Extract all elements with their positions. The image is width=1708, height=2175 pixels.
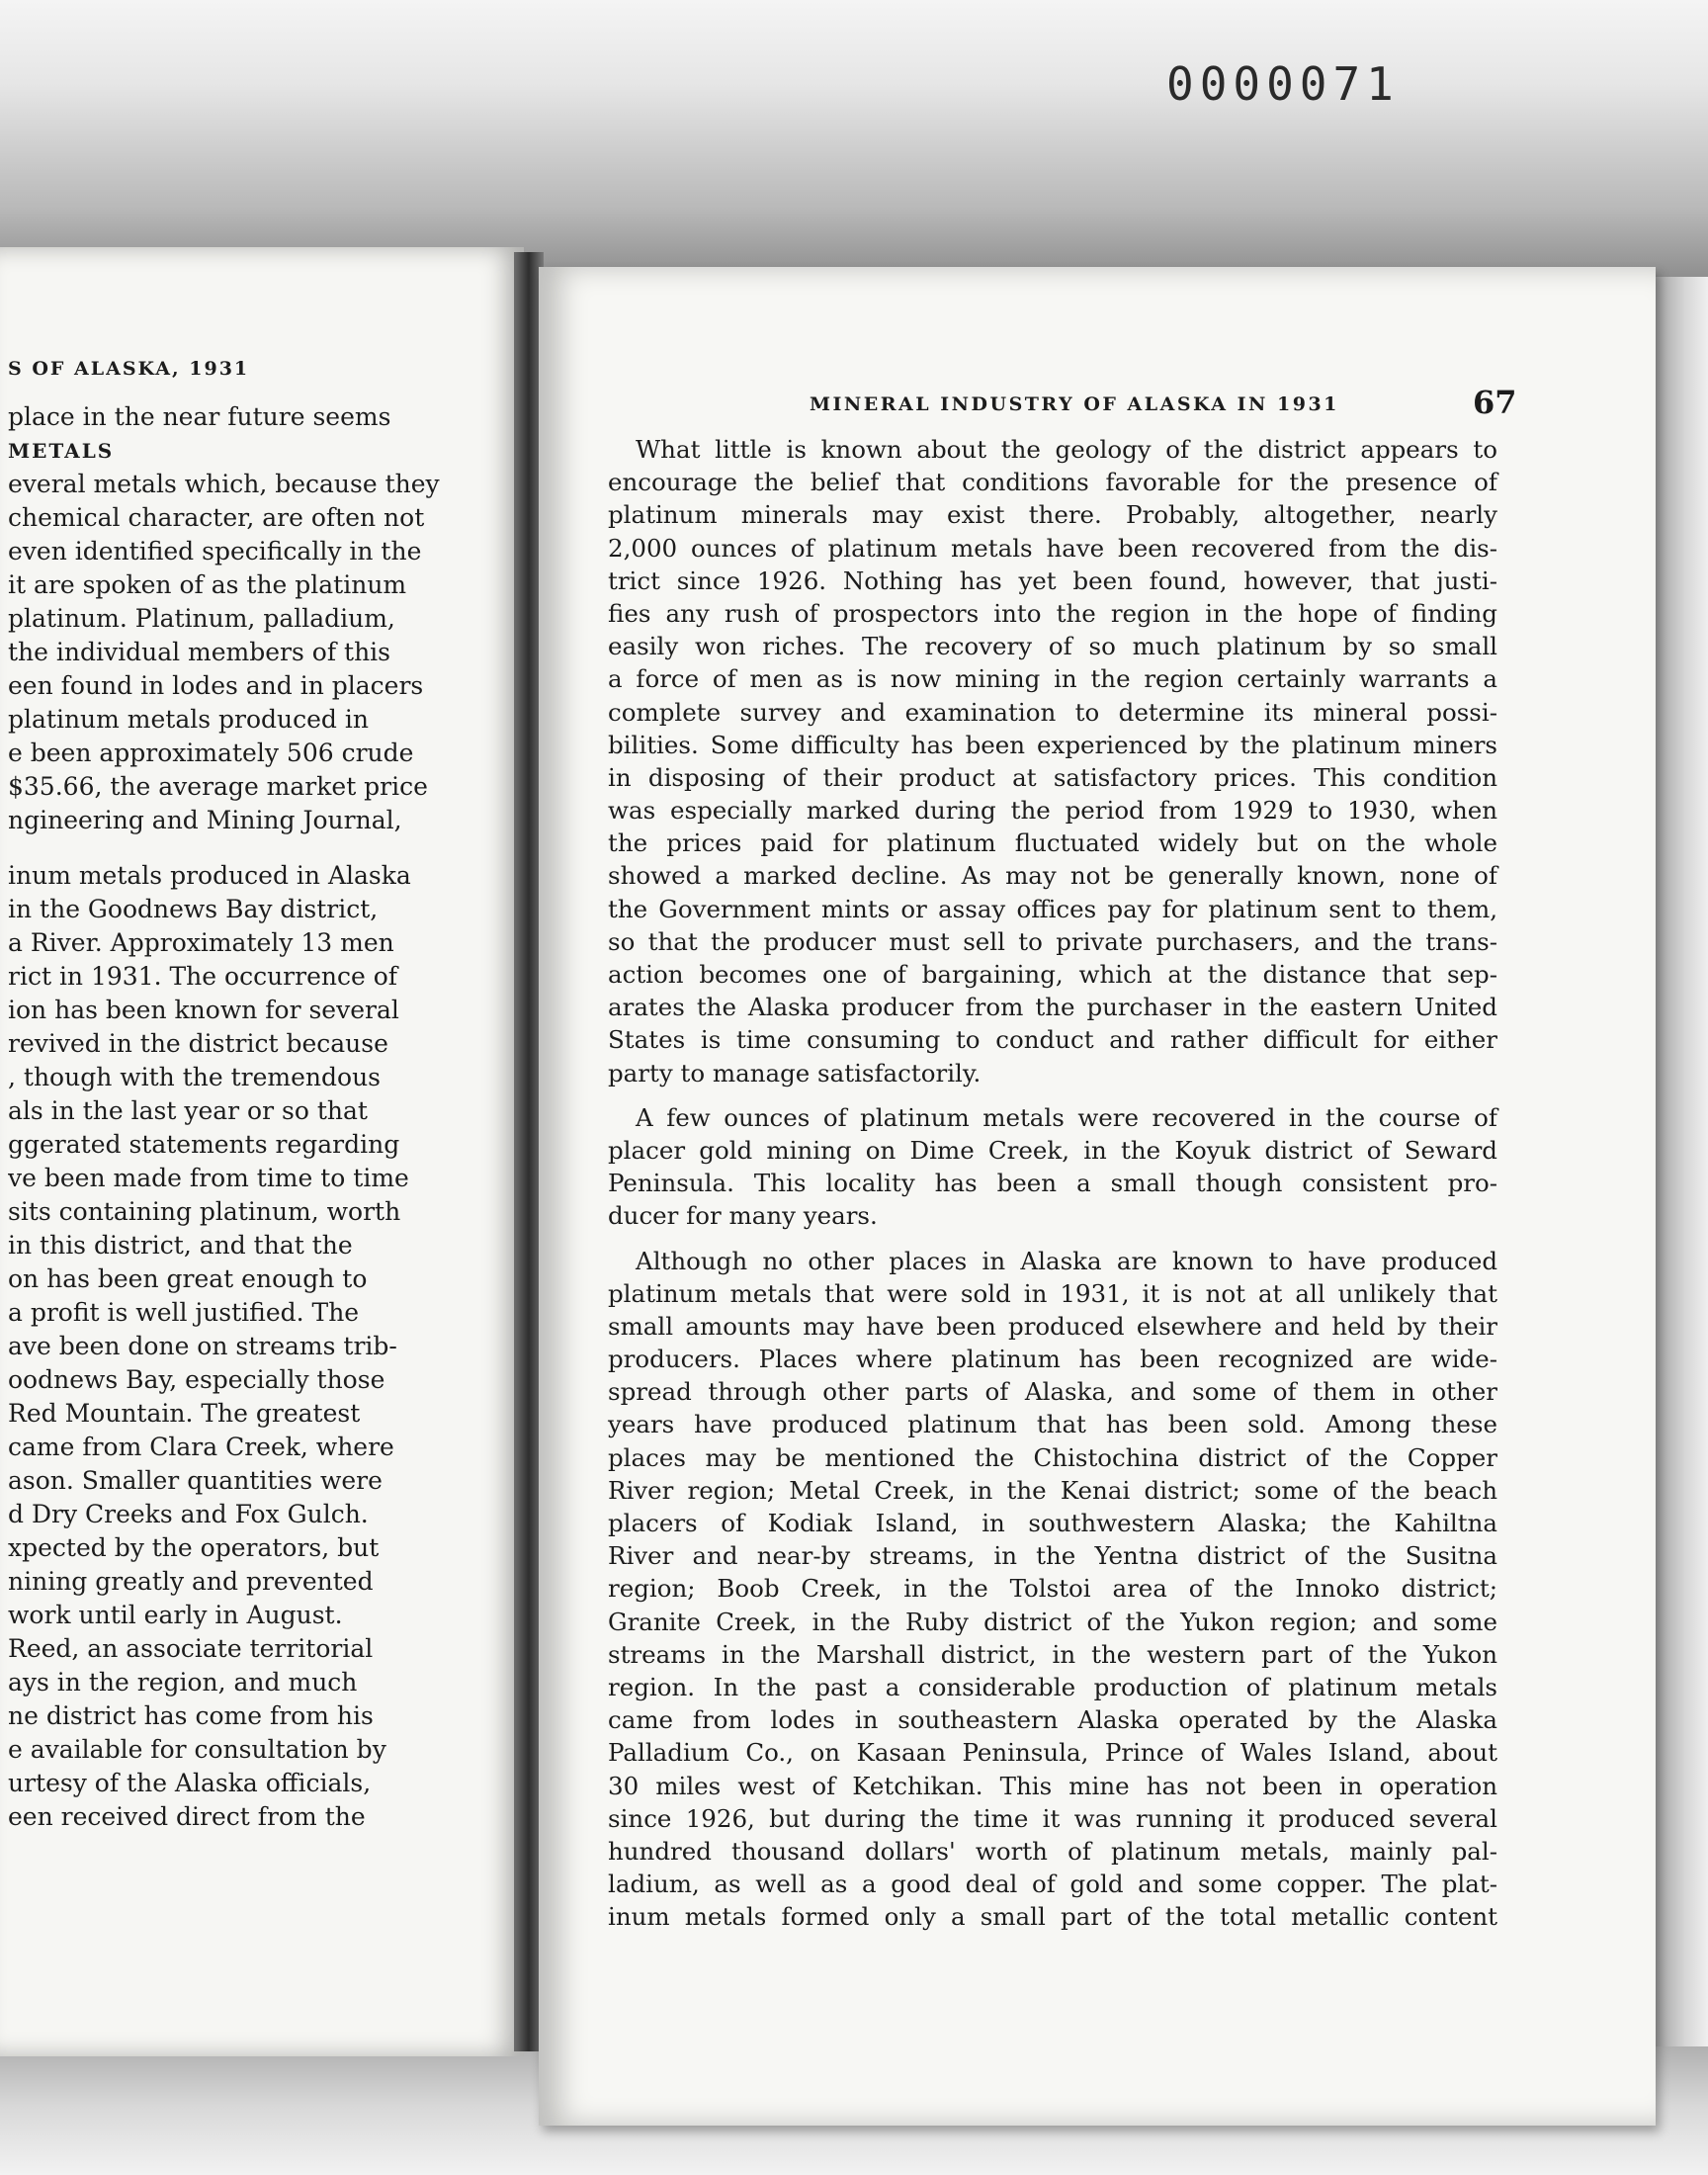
text-line: Granite Creek, in the Ruby district of the Yukon region; and some — [608, 1607, 1497, 1636]
left-text-line: the individual members of this — [8, 638, 391, 666]
text-line: the prices paid for platinum fluctuated widely but on the whole — [608, 828, 1497, 858]
left-text-line: ason. Smaller quantities were — [8, 1466, 383, 1495]
text-line: a force of men as is now mining in the region certainly warrants a — [608, 664, 1497, 694]
text-line: years have produced platinum that has been sold. Among these — [608, 1410, 1497, 1439]
left-text-line: platinum metals produced in — [8, 705, 369, 734]
left-text-line: everal metals which, because they — [8, 470, 440, 498]
left-text-line: xpected by the operators, but — [8, 1533, 380, 1562]
left-text-line: a River. Approximately 13 men — [8, 928, 394, 957]
text-line: the Government mints or assay offices pay for platinum sent to them, — [608, 894, 1497, 923]
text-line: placer gold mining on Dime Creek, in the Koyuk district of Seward — [608, 1135, 1497, 1165]
text-line: River and near-by streams, in the Yentna district of the Susitna — [608, 1541, 1497, 1571]
text-line: places may be mentioned the Chistochina district of the Copper — [608, 1442, 1497, 1472]
left-text-line: ave been done on streams trib- — [8, 1332, 397, 1360]
text-line: inum metals formed only a small part of the total metallic content — [608, 1902, 1497, 1932]
text-line: What little is known about the geology of the district appears to — [636, 435, 1497, 464]
left-text-line: sits containing platinum, worth — [8, 1197, 401, 1226]
left-text-line: ne district has come from his — [8, 1701, 374, 1730]
text-line: action becomes one of bargaining, which at the distance that sep- — [608, 960, 1497, 989]
paragraph — [608, 433, 1497, 1089]
left-text-line: inum metals produced in Alaska — [8, 861, 411, 890]
left-page-text — [8, 400, 443, 1834]
left-text-line: came from Clara Creek, where — [8, 1433, 394, 1461]
scan-background-top — [0, 0, 1708, 277]
left-text-line: a profit is well justified. The — [8, 1298, 360, 1327]
text-line: A few ounces of platinum metals were recovered in the course of — [636, 1102, 1497, 1132]
paragraph — [608, 1101, 1497, 1233]
text-line: easily won riches. The recovery of so much platinum by so small — [608, 632, 1497, 661]
text-line: since 1926, but during the time it was running it produced several — [608, 1803, 1497, 1833]
text-line: placers of Kodiak Island, in southwestern Alaska; the Kahiltna — [608, 1509, 1497, 1537]
running-head: MINERAL INDUSTRY OF ALASKA IN 1931 — [810, 393, 1339, 415]
text-line: bilities. Some difficulty has been experienced by the platinum miners — [608, 730, 1497, 759]
text-line: streams in the Marshall district, in the western part of the Yukon — [608, 1639, 1497, 1669]
left-section-heading: METALS — [8, 439, 115, 463]
left-text-line: revived in the district because — [8, 1029, 388, 1058]
left-text-line: nining greatly and prevented — [8, 1567, 374, 1596]
text-line: fies any rush of prospectors into the region in the hope of finding — [608, 598, 1497, 628]
left-text-line: platinum. Platinum, palladium, — [8, 604, 395, 633]
text-line: arates the Alaska producer from the purchaser in the eastern United — [608, 993, 1497, 1022]
left-text-line: een received direct from the — [8, 1802, 366, 1831]
paragraph — [608, 1245, 1497, 1934]
left-text-line: ays in the region, and much — [8, 1668, 358, 1696]
left-text-line: Reed, an associate territorial — [8, 1634, 374, 1663]
text-line: 30 miles west of Ketchikan. This mine has not been in operation — [608, 1771, 1497, 1800]
left-text-line: als in the last year or so that — [8, 1096, 368, 1125]
left-text-line: d Dry Creeks and Fox Gulch. — [8, 1500, 369, 1528]
left-text-line: e available for consultation by — [8, 1735, 386, 1764]
text-line: ladium, as well as a good deal of gold and some copper. The plat- — [608, 1870, 1497, 1899]
text-line: region; Boob Creek, in the Tolstoi area of the Innoko district; — [608, 1574, 1497, 1604]
text-line: small amounts may have been produced elsewhere and held by their — [608, 1311, 1497, 1341]
left-text-line: oodnews Bay, especially those — [8, 1365, 385, 1394]
left-text-line: urtesy of the Alaska officials, — [8, 1769, 372, 1797]
body-text — [608, 433, 1497, 1945]
text-line: encourage the belief that conditions favorable for the presence of — [608, 468, 1497, 497]
left-text-line: rict in 1931. The occurrence of — [8, 962, 398, 991]
left-text-line: ve been made from time to time — [8, 1164, 409, 1192]
left-text-line: work until early in August. — [8, 1601, 343, 1629]
text-line: party to manage satisfactorily. — [608, 1058, 982, 1088]
text-line: spread through other parts of Alaska, and some of them in other — [608, 1377, 1497, 1407]
left-text-line: $35.66, the average market price — [8, 772, 428, 801]
text-line: Palladium Co., on Kasaan Peninsula, Prince of Wales Island, about — [608, 1738, 1497, 1768]
text-line: showed a marked decline. As may not be generally known, none of — [608, 861, 1497, 891]
right-page — [539, 267, 1656, 2126]
left-text-line: e been approximately 506 crude — [8, 739, 414, 767]
left-text-line: on has been great enough to — [8, 1264, 368, 1293]
left-text-line: Red Mountain. The greatest — [8, 1399, 361, 1428]
left-text-line: een found in lodes and in placers — [8, 671, 424, 700]
page-number: 67 — [1473, 384, 1517, 421]
document-stamp-number: 0000071 — [1166, 57, 1400, 111]
text-line: 2,000 ounces of platinum metals have been recovered from the dis- — [608, 533, 1497, 563]
text-line: trict since 1926. Nothing has yet been found, however, that justi- — [608, 566, 1497, 595]
left-text-line: , though with the tremendous — [8, 1063, 382, 1091]
scan-background-right — [1651, 277, 1708, 2046]
left-text-line: even identified specifically in the — [8, 537, 422, 566]
text-line: States is time consuming to conduct and rather difficult for either — [608, 1025, 1497, 1055]
text-line: producers. Places where platinum has been recognized are wide- — [608, 1345, 1497, 1374]
left-text-line: in the Goodnews Bay district, — [8, 895, 379, 923]
left-running-head: S OF ALASKA, 1931 — [8, 358, 250, 380]
text-line: ducer for many years. — [608, 1201, 878, 1231]
left-page — [0, 247, 524, 2056]
text-line: platinum metals that were sold in 1931, it is not at all unlikely that — [608, 1278, 1497, 1308]
text-line: came from lodes in southeastern Alaska operated by the Alaska — [608, 1705, 1497, 1735]
left-text-line: it are spoken of as the platinum — [8, 570, 407, 599]
left-text-line: ion has been known for several — [8, 996, 399, 1024]
text-line: in disposing of their product at satisfactory prices. This condition — [608, 762, 1497, 792]
text-line: complete survey and examination to determine its mineral possi- — [608, 697, 1497, 727]
text-line: was especially marked during the period from 1929 to 1930, when — [608, 796, 1497, 826]
left-text-line: ggerated statements regarding — [8, 1130, 400, 1159]
text-line: hundred thousand dollars' worth of platinum metals, mainly pal- — [608, 1836, 1497, 1866]
left-text-line: in this district, and that the — [8, 1231, 353, 1260]
text-line: Although no other places in Alaska are known to have produced — [636, 1246, 1497, 1275]
text-line: region. In the past a considerable production of platinum metals — [608, 1672, 1497, 1701]
left-text-line: chemical character, are often not — [8, 503, 425, 532]
text-line: Peninsula. This locality has been a small though consistent pro- — [608, 1169, 1497, 1198]
text-line: River region; Metal Creek, in the Kenai district; some of the beach — [608, 1475, 1497, 1505]
left-text-line: place in the near future seems — [8, 402, 391, 431]
text-line: platinum minerals may exist there. Probably, altogether, nearly — [608, 500, 1497, 530]
text-line: so that the producer must sell to private purchasers, and the trans- — [608, 926, 1497, 956]
left-text-line: ngineering and Mining Journal, — [8, 806, 402, 834]
